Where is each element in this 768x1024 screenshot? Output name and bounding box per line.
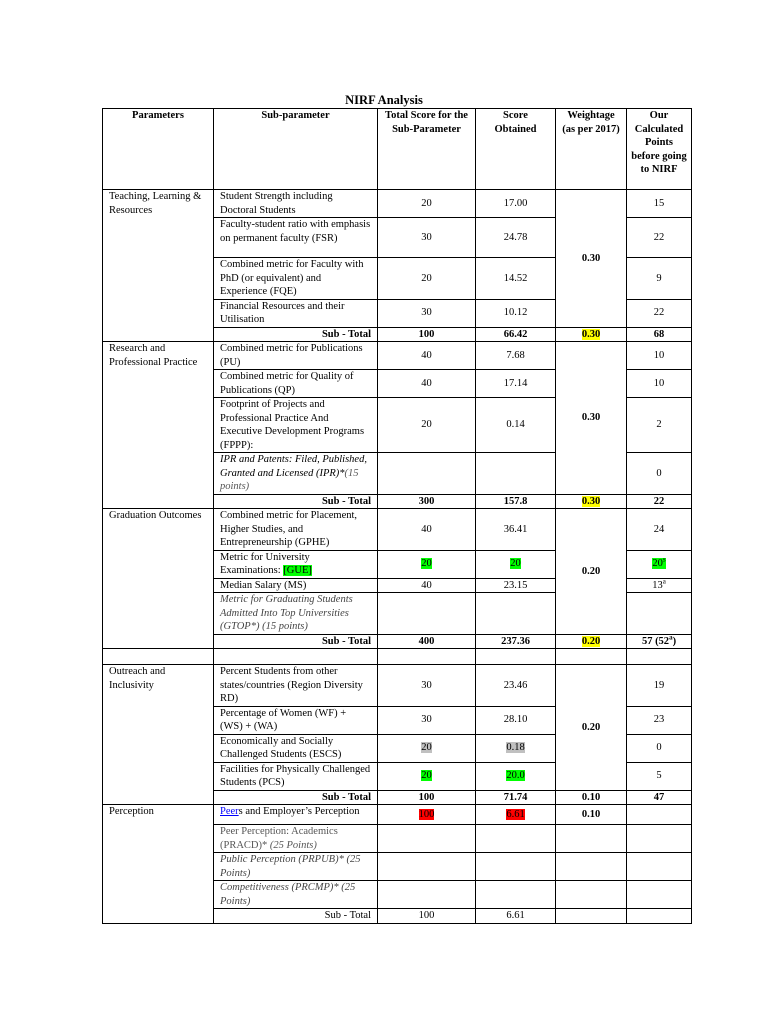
calculated-points: 22 [627, 299, 692, 327]
highlight: [GUE] [283, 565, 312, 576]
calculated-points [627, 593, 692, 635]
empty-cell [556, 881, 627, 909]
sub-parameter: Facilities for Physically Challenged Students (PCS) [214, 762, 378, 790]
parameter-go: Graduation Outcomes [103, 509, 214, 649]
sub-parameter: Public Perception (PRPUB)* (25 Points) [214, 853, 378, 881]
sub-parameter: Student Strength including Doctoral Students [214, 190, 378, 218]
subtotal-label: Sub - Total [214, 634, 378, 649]
empty-cell [556, 909, 627, 924]
empty-cell [476, 825, 556, 853]
total-score: 30 [378, 665, 476, 707]
subtotal-weightage [556, 634, 627, 649]
total-score [378, 762, 476, 790]
points-close: ) [672, 635, 677, 647]
empty-cell [378, 853, 476, 881]
calculated-points: 0 [627, 453, 692, 495]
subtotal-weightage: 0.10 [556, 790, 627, 805]
weightage-rpp: 0.30 [556, 342, 627, 495]
subtotal-total: 300 [378, 494, 476, 509]
header-sub-parameter: Sub-parameter [214, 109, 378, 190]
empty-cell [476, 853, 556, 881]
sub-parameter: Faculty-student ratio with emphasis on permanent faculty (FSR) [214, 218, 378, 258]
highlight: 0.18 [506, 742, 525, 754]
highlight: 20 [510, 558, 521, 570]
header-total-score: Total Score for the Sub-Parameter [378, 109, 476, 190]
header-row [103, 109, 692, 190]
calculated-points: 10 [627, 370, 692, 398]
score-obtained: 17.00 [476, 190, 556, 218]
score-obtained [476, 593, 556, 635]
score-obtained: 24.78 [476, 218, 556, 258]
calculated-points: 24 [627, 509, 692, 551]
sub-parameter: Median Salary (MS) [214, 578, 378, 593]
highlight: 20.0 [506, 770, 525, 782]
empty-cell [556, 853, 627, 881]
sub-parameter: Financial Resources and their Utilisation [214, 299, 378, 327]
footnote-mark: a [669, 633, 673, 641]
sub-parameter-text: Peer Perception: Academics (PRACD)* [220, 826, 338, 851]
score-obtained: 23.46 [476, 665, 556, 707]
highlight: 0.20 [581, 635, 601, 647]
subtotal-score: 237.36 [476, 634, 556, 649]
calculated-points: 23 [627, 706, 692, 734]
sub-parameter [214, 453, 378, 495]
calculated-points: 15 [627, 190, 692, 218]
parameter-oi: Outreach and Inclusivity [103, 665, 214, 805]
spacer-row [103, 649, 692, 665]
table-row [103, 805, 692, 825]
points-value: 57 (52 [641, 635, 670, 647]
sub-parameter [214, 550, 378, 578]
total-score: 20 [378, 190, 476, 218]
calculated-points: 0 [627, 734, 692, 762]
score-obtained: 28.10 [476, 706, 556, 734]
score-obtained [476, 453, 556, 495]
highlight: 0.30 [581, 495, 601, 507]
subtotal-total: 100 [378, 790, 476, 805]
sub-parameter: Combined metric for Quality of Publications (QP) [214, 370, 378, 398]
parameter-tlr: Teaching, Learning & Resources [103, 190, 214, 342]
empty-cell [214, 649, 378, 665]
calculated-points [627, 805, 692, 825]
weightage-perception: 0.10 [556, 805, 627, 825]
highlight: 20 [421, 558, 432, 570]
empty-cell [627, 825, 692, 853]
score-obtained [476, 734, 556, 762]
score-obtained [476, 550, 556, 578]
sub-parameter: Metric for Graduating Students Admitted Into Top Universities (GTOP*) (15 points) [214, 593, 378, 635]
subtotal-points [627, 634, 692, 649]
subtotal-label: Sub - Total [214, 909, 378, 924]
sub-parameter-text: IPR and Patents: Filed, Published, Granted and Licensed (IPR)* [220, 454, 367, 479]
subtotal-score: 71.74 [476, 790, 556, 805]
table-row [103, 509, 692, 551]
table-row [103, 342, 692, 370]
table-row [103, 665, 692, 707]
parameter-rpp: Research and Professional Practice [103, 342, 214, 509]
score-obtained: 17.14 [476, 370, 556, 398]
empty-cell [627, 649, 692, 665]
subtotal-score: 66.42 [476, 327, 556, 342]
parameter-perception: Perception [103, 805, 214, 924]
total-score: 40 [378, 370, 476, 398]
calculated-points [627, 550, 692, 578]
subtotal-total: 400 [378, 634, 476, 649]
sub-parameter: Footprint of Projects and Professional Practice And Executive Development Programs (FPPP): [214, 398, 378, 453]
sub-parameter-points: (15 points) [220, 467, 359, 492]
score-obtained: 14.52 [476, 258, 556, 300]
total-score [378, 550, 476, 578]
weightage-tlr: 0.30 [556, 190, 627, 328]
sub-parameter-text: Metric for University Examinations: [220, 551, 310, 576]
subtotal-total: 100 [378, 909, 476, 924]
subtotal-label: Sub - Total [214, 494, 378, 509]
sub-parameter: Percent Students from other states/countries (Region Diversity RD) [214, 665, 378, 707]
calculated-points: 5 [627, 762, 692, 790]
sub-parameter: Competitiveness (PRCMP)* (25 Points) [214, 881, 378, 909]
calculated-points: 2 [627, 398, 692, 453]
nirf-table [102, 108, 692, 924]
highlight [652, 555, 666, 570]
sub-parameter-points: (25 Points) [267, 839, 317, 851]
subtotal-points: 47 [627, 790, 692, 805]
score-obtained: 10.12 [476, 299, 556, 327]
score-obtained: 36.41 [476, 509, 556, 551]
empty-cell [476, 881, 556, 909]
weightage-oi: 0.20 [556, 665, 627, 791]
subtotal-total: 100 [378, 327, 476, 342]
sub-parameter: Combined metric for Placement, Higher Studies, and Entrepreneurship (GPHE) [214, 509, 378, 551]
score-obtained: 23.15 [476, 578, 556, 593]
sub-parameter: Economically and Socially Challenged Students (ESCS) [214, 734, 378, 762]
total-score: 30 [378, 299, 476, 327]
total-score [378, 453, 476, 495]
sub-parameter: Combined metric for Faculty with PhD (or equivalent) and Experience (FQE) [214, 258, 378, 300]
points-value: 20 [652, 558, 663, 570]
empty-cell [556, 649, 627, 665]
total-score [378, 593, 476, 635]
calculated-points: 10 [627, 342, 692, 370]
empty-cell [556, 825, 627, 853]
highlight: 6.61 [506, 808, 525, 820]
header-score-obtained: Score Obtained [476, 109, 556, 190]
calculated-points [627, 578, 692, 593]
sub-parameter-text: s and Employer’s Perception [238, 806, 360, 817]
header-calculated-points: Our Calculated Points before going to NIRF [627, 109, 692, 190]
subtotal-points: 68 [627, 327, 692, 342]
subtotal-points: 22 [627, 494, 692, 509]
page-title: NIRF Analysis [345, 93, 423, 107]
score-obtained [476, 762, 556, 790]
weightage-go: 0.20 [556, 509, 627, 635]
total-score [378, 805, 476, 825]
subtotal-score: 6.61 [476, 909, 556, 924]
table-row [103, 190, 692, 218]
empty-cell [378, 881, 476, 909]
score-obtained: 7.68 [476, 342, 556, 370]
highlight: 20 [421, 770, 432, 782]
empty-cell [378, 825, 476, 853]
empty-cell [476, 649, 556, 665]
subtotal-weightage [556, 494, 627, 509]
total-score: 20 [378, 258, 476, 300]
score-obtained: 0.14 [476, 398, 556, 453]
sub-parameter-code: GUE [286, 565, 309, 576]
calculated-points: 19 [627, 665, 692, 707]
footnote-mark: a [662, 577, 666, 585]
total-score: 40 [378, 578, 476, 593]
subtotal-weightage [556, 327, 627, 342]
sub-parameter [214, 825, 378, 853]
empty-cell [627, 909, 692, 924]
empty-cell [378, 649, 476, 665]
highlight: 100 [418, 808, 435, 820]
sub-parameter [214, 805, 378, 825]
empty-cell [627, 853, 692, 881]
total-score: 30 [378, 218, 476, 258]
highlight: 20 [421, 742, 432, 754]
total-score: 20 [378, 398, 476, 453]
calculated-points: 9 [627, 258, 692, 300]
total-score [378, 734, 476, 762]
highlight: 0.30 [581, 328, 601, 340]
total-score: 40 [378, 509, 476, 551]
sub-parameter: Combined metric for Publications (PU) [214, 342, 378, 370]
empty-cell [627, 881, 692, 909]
total-score: 30 [378, 706, 476, 734]
points-value: 13 [652, 579, 663, 591]
subtotal-label: Sub - Total [214, 790, 378, 805]
header-weightage: Weightage (as per 2017) [556, 109, 627, 190]
calculated-points: 22 [627, 218, 692, 258]
empty-cell [103, 649, 214, 665]
subtotal-score: 157.8 [476, 494, 556, 509]
total-score: 40 [378, 342, 476, 370]
footnote-mark: s [662, 555, 666, 564]
sub-parameter: Percentage of Women (WF) + (WS) + (WA) [214, 706, 378, 734]
score-obtained [476, 805, 556, 825]
peer-link[interactable]: Peer [220, 806, 239, 817]
subtotal-label: Sub - Total [214, 327, 378, 342]
header-parameters: Parameters [103, 109, 214, 190]
